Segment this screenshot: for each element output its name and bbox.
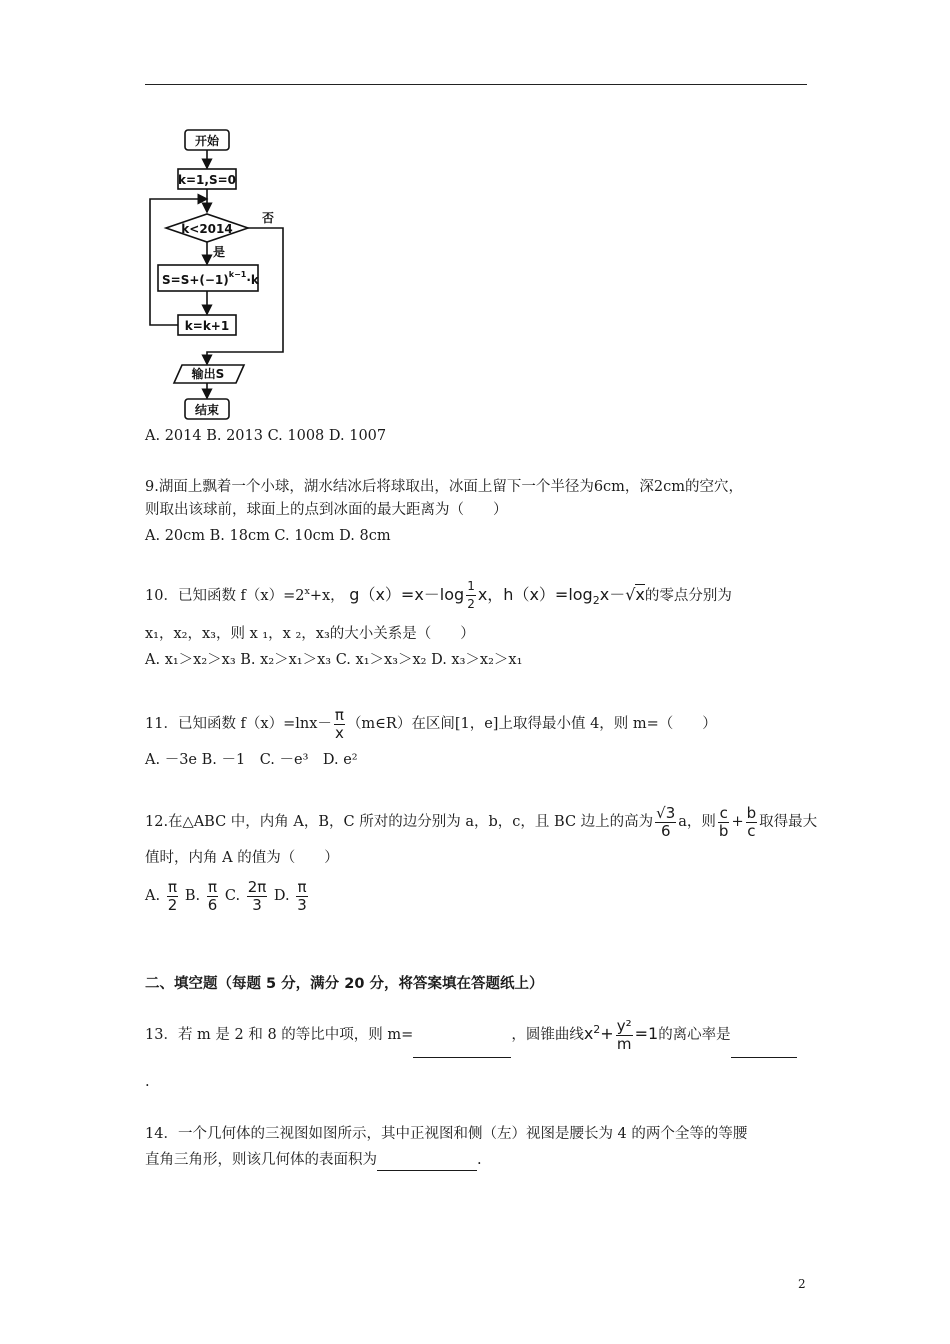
q11-frac-den: x	[334, 723, 344, 742]
q13-period: .	[145, 1074, 150, 1090]
q14-period: .	[477, 1152, 482, 1168]
q12-f2-den: c	[747, 821, 756, 840]
q13-blank-2[interactable]	[731, 1013, 797, 1058]
flowchart-body-main: S=S+(−1)	[162, 273, 229, 287]
q12-opt-b: B.	[184, 888, 201, 904]
flowchart-no-label: 否	[262, 211, 275, 225]
sqrt-symbol: √	[625, 585, 636, 604]
q11-frac-num: π	[334, 705, 344, 724]
q9-options: A. 20cm B. 18cm C. 10cm D. 8cm	[145, 528, 391, 544]
q10-h-base: 2	[592, 593, 600, 607]
q12-c-num: 2π	[247, 877, 267, 896]
q11-options: A. －3e B. －1 C. －e³ D. e²	[145, 752, 358, 768]
q12-a-den: 2	[167, 895, 178, 914]
q10-line1	[145, 578, 732, 613]
q13-suffix: 的离心率是	[658, 1027, 731, 1043]
q13-prefix: 13．若 m 是 2 和 8 的等比中项，则 m=	[145, 1027, 414, 1043]
q10-line2: x₁，x₂，x₃，则 x ₁，x ₂，x₃的大小关系是（ ）	[145, 626, 475, 642]
q12-suffix: 取得最大	[759, 814, 818, 830]
q11-prefix: 11．已知函数 f（x）=lnx－	[145, 716, 332, 732]
flowchart-output-label: 输出S	[191, 367, 225, 381]
q13-eq: =1	[634, 1024, 659, 1043]
q12-options	[145, 874, 310, 918]
q9-line1: 9.湖面上飘着一个小球，湖水结冰后将球取出，冰面上留下一个半径为6cm，深2cm的空穴，	[145, 479, 744, 495]
q12-line1	[145, 800, 817, 844]
q13-mid: ，圆锥曲线	[511, 1027, 584, 1043]
page-number: 2	[798, 1277, 806, 1291]
q13-line1	[145, 1012, 797, 1058]
q10-g-left: g（x）=x－log	[349, 585, 465, 604]
q11-suffix: （m∈R）在区间[1，e]上取得最小值 4，则 m=（ ）	[346, 716, 717, 732]
q12-d-num: π	[297, 877, 307, 896]
q14-blank[interactable]	[377, 1150, 477, 1171]
q12-c-den: 3	[252, 895, 262, 914]
q10-h-right: x－	[599, 585, 626, 604]
flowchart-start-label: 开始	[194, 134, 220, 148]
q12-opt-a: A.	[145, 888, 161, 904]
flowchart-condition-label: k<2014	[181, 222, 233, 236]
q10-g-base-den: 2	[467, 597, 475, 611]
q12-b-num: π	[207, 877, 218, 896]
q11-line1	[145, 702, 717, 746]
q9-line2: 则取出该球前，球面上的点到冰面的最大距离为（ ）	[145, 502, 508, 518]
q12-opt-c: C.	[224, 888, 241, 904]
q14-line1: 14．一个几何体的三视图如图所示，其中正视图和侧（左）视图是腰长为 4 的两个全等的等腰	[145, 1126, 748, 1142]
q12-plus: +	[731, 814, 744, 830]
q12-f1-den: b	[718, 821, 729, 840]
q12-f1-num: c	[719, 803, 728, 822]
flowchart-end-label: 结束	[194, 403, 220, 417]
q12-h-num: √3	[656, 803, 676, 822]
q13-x: x	[583, 1024, 594, 1043]
flowchart-body-exp: k−1	[228, 270, 247, 279]
section-heading: 二、填空题（每题 5 分，满分 20 分，将答案填在答题纸上）	[145, 976, 544, 992]
q12-f2-num: b	[746, 803, 757, 822]
q12-a-num: π	[167, 877, 177, 896]
q12-opt-d: D.	[273, 888, 290, 904]
q10-sqrt-arg: x	[635, 585, 645, 604]
q10-exp: x	[304, 586, 310, 598]
q12-mid: a，则	[678, 814, 716, 830]
flowchart-increment-label: k=k+1	[184, 319, 230, 333]
flowchart-body-tail: ·k	[246, 273, 259, 287]
q10-options: A. x₁＞x₂＞x₃ B. x₂＞x₁＞x₃ C. x₁＞x₃＞x₂ D. x₃＞x₂＞x₁	[145, 652, 523, 668]
q12-b-den: 6	[207, 895, 218, 914]
q13-frac-num: y²	[616, 1016, 632, 1035]
q13-plus: +	[600, 1024, 614, 1043]
flowchart-init-label: k=1,S=0	[178, 173, 236, 187]
q10-g-base-num: 1	[466, 578, 476, 596]
q10-suffix: 的零点分别为	[644, 588, 732, 604]
q13-sq: 2	[593, 1023, 601, 1037]
q12-h-den: 6	[660, 821, 671, 840]
q12-d-den: 3	[297, 895, 307, 914]
q10-g-right: x，h（x）=log	[477, 585, 593, 604]
q8-options: A. 2014 B. 2013 C. 1008 D. 1007	[145, 428, 387, 444]
q12-prefix: 12.在△ABC 中，内角 A，B，C 所对的边分别为 a，b，c，且 BC 边上的高为	[145, 814, 654, 830]
flowchart-yes-label: 是	[213, 245, 226, 259]
q12-line2: 值时，内角 A 的值为（ ）	[145, 850, 339, 866]
q10-after-f: +x，	[309, 588, 345, 604]
q13-blank-1[interactable]	[413, 1013, 511, 1058]
flowchart	[0, 0, 950, 430]
q10-prefix: 10．已知函数 f（x）=2	[145, 588, 305, 604]
q14-line2-text: 直角三角形，则该几何体的表面积为	[145, 1152, 377, 1168]
q13-frac-den: m	[616, 1034, 632, 1053]
q14-line2	[145, 1150, 482, 1171]
svg-text:S=S+(−1)k−1·k	[162, 270, 260, 287]
